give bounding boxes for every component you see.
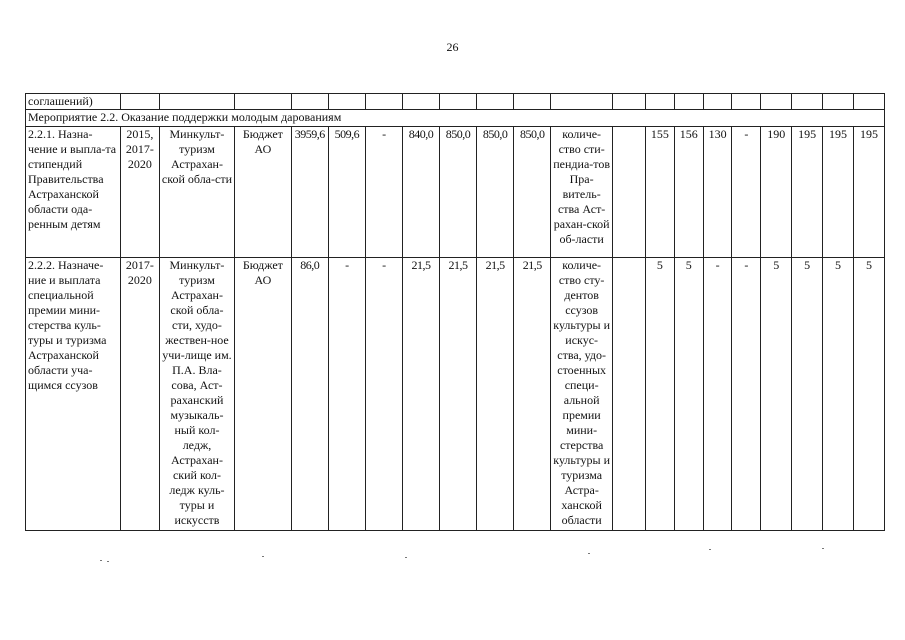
indicator-value: 5 (646, 258, 675, 531)
indicator-value: 195 (823, 127, 854, 258)
executor-cell: Минкульт-туризм Астрахан-ской обла-сти (159, 127, 234, 258)
indicator-value: 195 (853, 127, 884, 258)
indicator-value: 5 (823, 258, 854, 531)
indicator-cell: количе-ство сту-дентов ссузов культуры и искус-ства, удо-стоенных специ-альной премии мини-стерства культуры и туризма Астра-ханской области (551, 258, 613, 531)
indicator-value: 130 (703, 127, 732, 258)
indicator-value: 156 (674, 127, 703, 258)
fin-year: 850,0 (477, 127, 514, 258)
empty-cell (613, 258, 646, 531)
fin-year: - (365, 127, 402, 258)
event-title: Мероприятие 2.2. Оказание поддержки молодым дарованиям (26, 110, 885, 127)
indicator-value: - (703, 258, 732, 531)
page-number: 26 (446, 40, 459, 54)
fin-year: 21,5 (440, 258, 477, 531)
indicator-value: 5 (792, 258, 823, 531)
years-cell: 2015, 2017-2020 (120, 127, 159, 258)
scan-speck (262, 556, 264, 557)
indicator-value: 195 (792, 127, 823, 258)
empty-cell (613, 127, 646, 258)
event-header-row (26, 110, 885, 127)
program-table (25, 93, 885, 531)
fin-year: - (328, 258, 365, 531)
fin-year: 509,6 (328, 127, 365, 258)
table-row-top (26, 94, 885, 110)
indicator-value: - (732, 258, 761, 531)
scan-speck (588, 553, 590, 554)
indicator-value: 190 (761, 127, 792, 258)
years-cell: 2017-2020 (120, 258, 159, 531)
scan-speck (100, 560, 102, 561)
table-row (26, 258, 885, 531)
continued-label: соглашений) (26, 94, 121, 110)
scan-speck (107, 561, 109, 562)
indicator-value: 5 (761, 258, 792, 531)
source-cell: Бюджет АО (235, 127, 292, 258)
scan-speck (822, 548, 824, 549)
scan-speck (405, 557, 407, 558)
fin-total: 3959,6 (291, 127, 328, 258)
fin-year: 21,5 (402, 258, 439, 531)
scan-speck (709, 549, 711, 550)
fin-year: 21,5 (477, 258, 514, 531)
fin-year: 21,5 (514, 258, 551, 531)
fin-total: 86,0 (291, 258, 328, 531)
fin-year: 850,0 (440, 127, 477, 258)
executor-cell: Минкульт-туризм Астрахан-ской обла-сти, худо-жествен-ное учи-лище им. П.А. Вла-сова, Аст-раханский музыкаль-ный кол-ледж, Астрахан-ский кол-ледж куль-туры и искусств (159, 258, 234, 531)
indicator-value: 5 (674, 258, 703, 531)
indicator-value: 155 (646, 127, 675, 258)
table-row (26, 127, 885, 258)
fin-year: - (365, 258, 402, 531)
indicator-cell: количе-ство сти-пендиа-тов Пра-витель-ства Аст-рахан-ской об-ласти (551, 127, 613, 258)
indicator-value: - (732, 127, 761, 258)
measure-name: 2.2.2. Назначе-ние и выплата специальной премии мини-стерства куль-туры и туризма Астраханской области уча-щимся ссузов (26, 258, 121, 531)
fin-year: 850,0 (514, 127, 551, 258)
fin-year: 840,0 (402, 127, 439, 258)
indicator-value: 5 (853, 258, 884, 531)
measure-name: 2.2.1. Назна-чение и выпла-та стипендий Правительства Астраханской области ода-ренным детям (26, 127, 121, 258)
source-cell: Бюджет АО (235, 258, 292, 531)
